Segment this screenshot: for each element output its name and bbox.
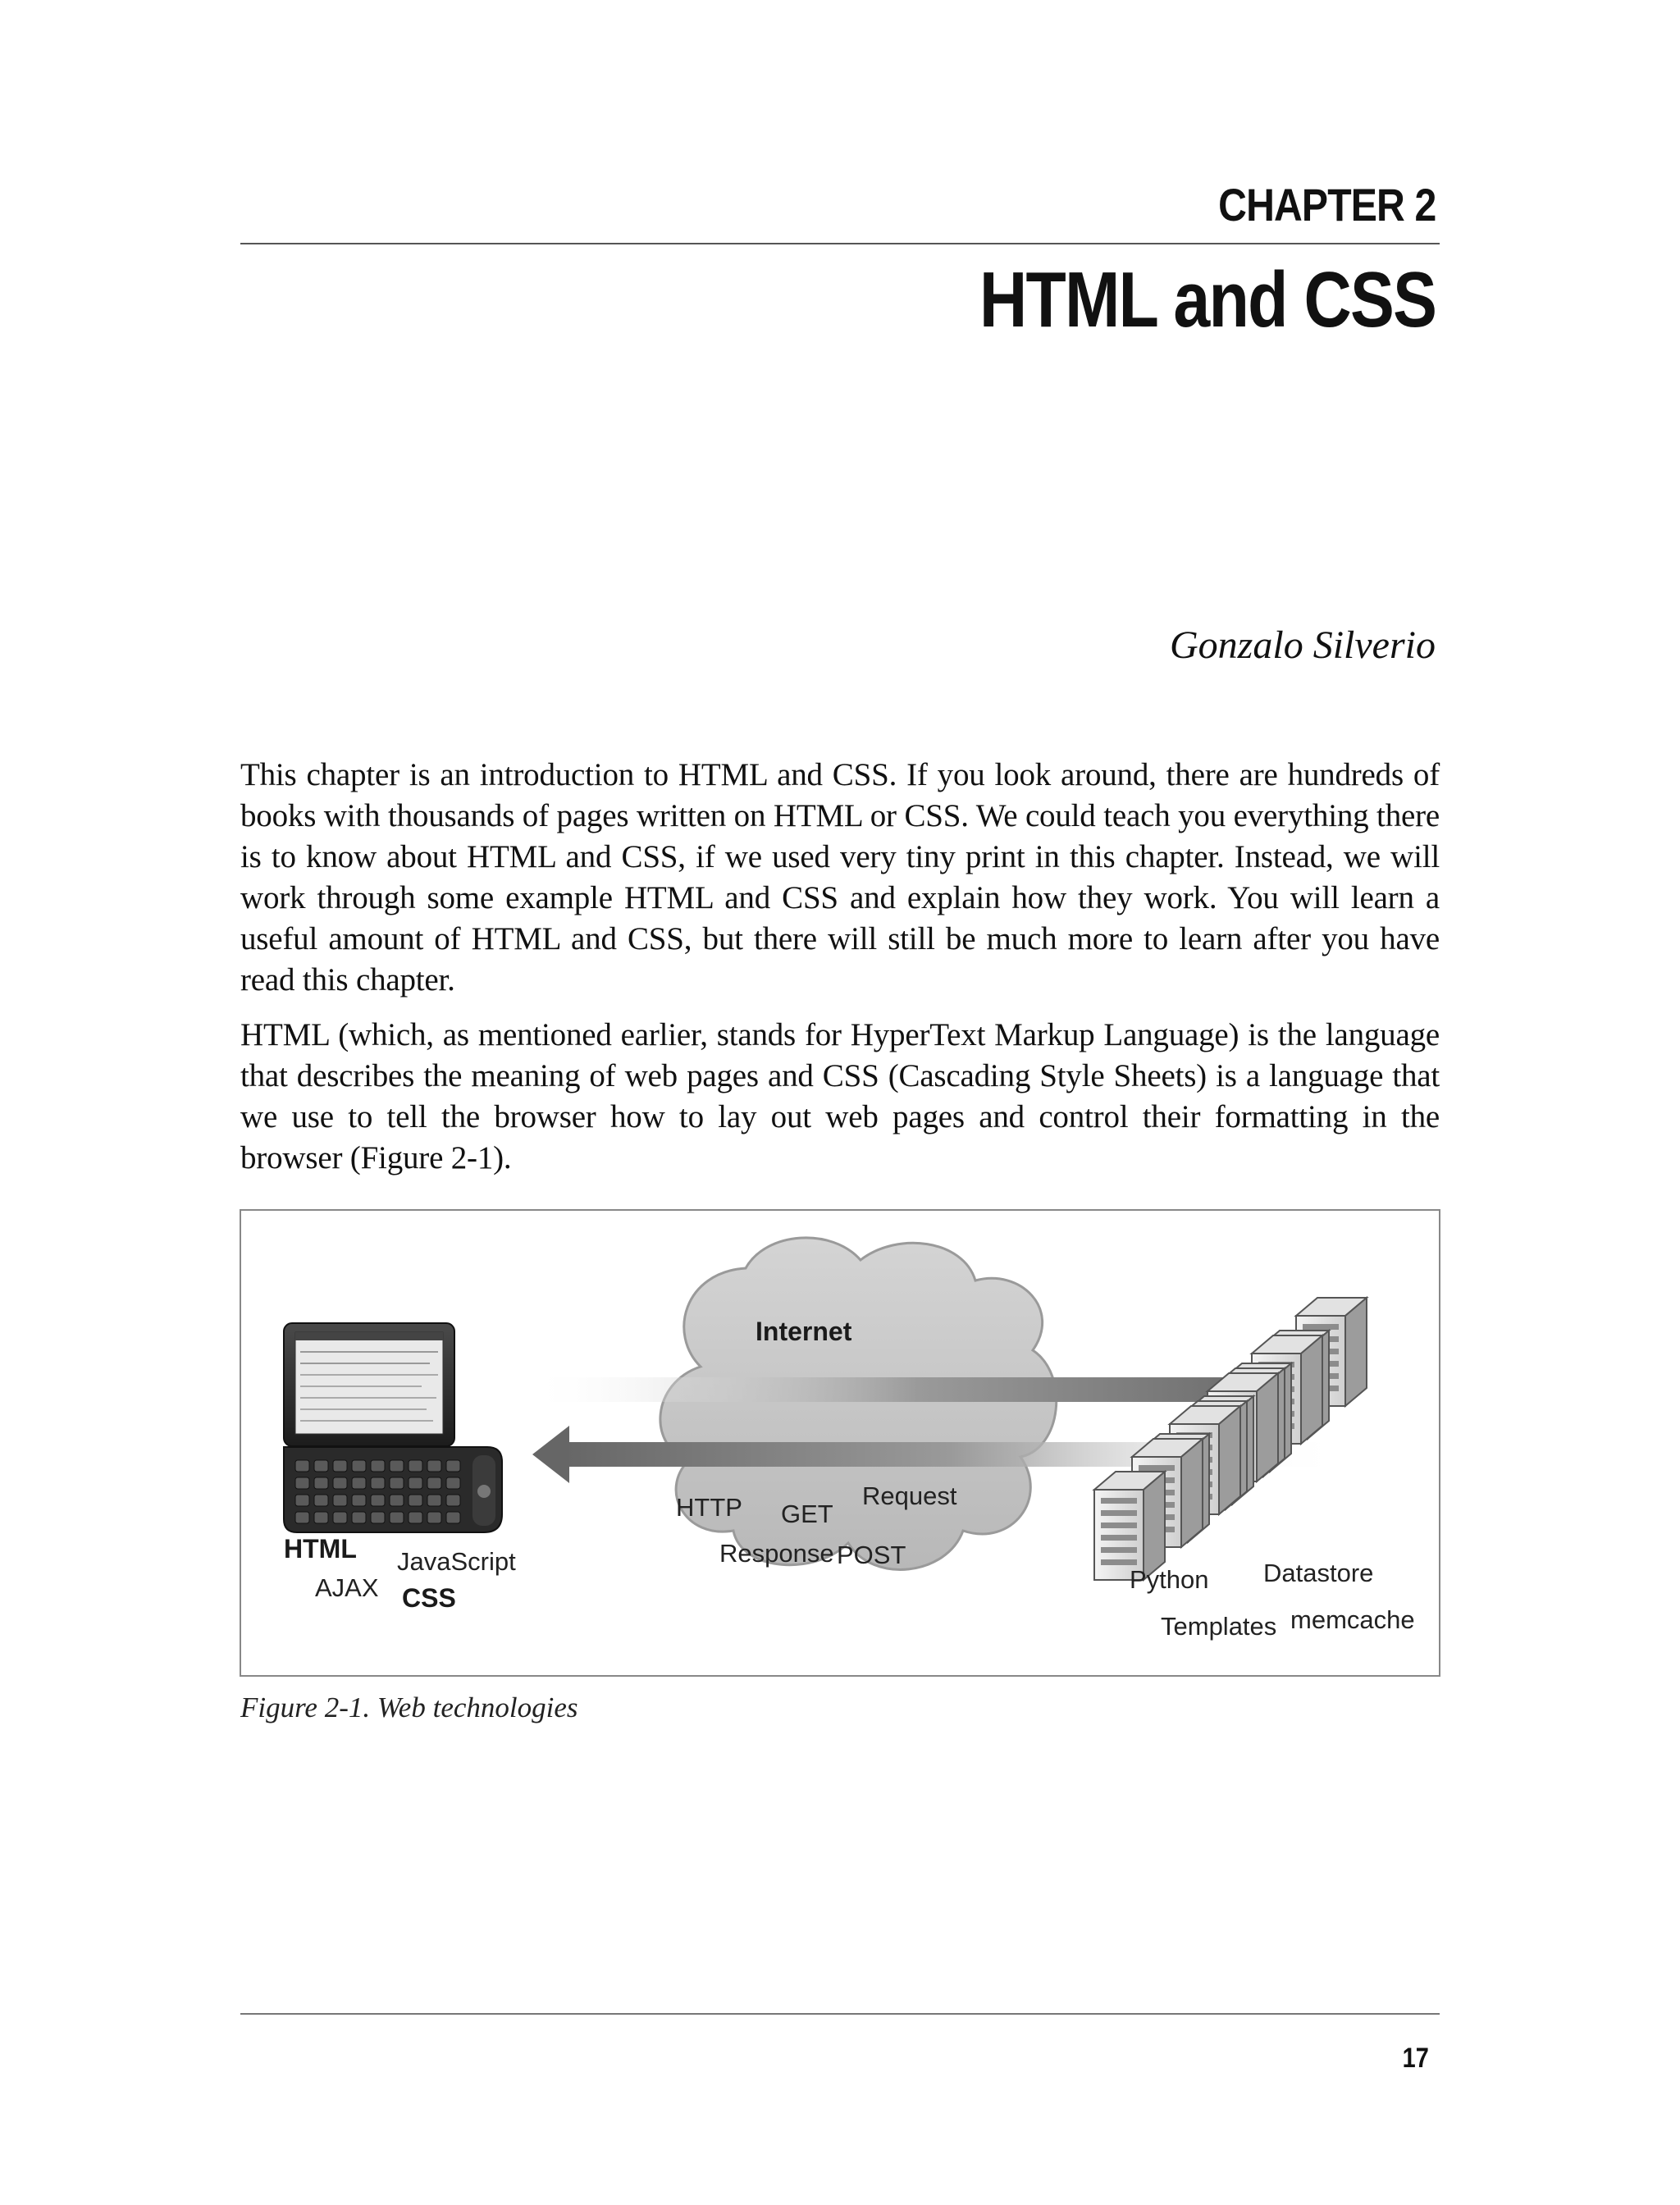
phone-key (409, 1460, 422, 1472)
http-label: HTTP (676, 1493, 742, 1522)
phone-key (390, 1460, 404, 1472)
phone-key (352, 1477, 366, 1489)
get-label: GET (781, 1500, 833, 1528)
paragraph-2-block (240, 1015, 1440, 1197)
request-label: Request (862, 1481, 957, 1510)
phone-key (352, 1495, 366, 1506)
figure-caption: Figure 2-1. Web technologies (240, 1691, 578, 1723)
css-label: CSS (402, 1583, 456, 1613)
datastore-label: Datastore (1263, 1559, 1374, 1587)
phone-key (352, 1512, 366, 1523)
javascript-label: JavaScript (397, 1547, 516, 1576)
phone-key (390, 1495, 404, 1506)
phone-key (371, 1460, 385, 1472)
phone-key (295, 1495, 309, 1506)
chapter-title: HTML and CSS (979, 256, 1436, 344)
chapter-label: CHAPTER 2 (1217, 179, 1436, 231)
phone-key (446, 1512, 460, 1523)
phone-key (352, 1460, 366, 1472)
paragraph-1: This chapter is an introduction to HTML and CSS. If you look around, there are hundreds of books with thousands of pages written on HTML or CSS. We could teach you everything there is to know about HTML and CSS, if we used very tiny print in this chapter. Instead, we will work through some example HTML and CSS and explain how they work. You will learn a useful amount of HTML and CSS, but there will still be much more to learn after you have read this chapter. (240, 757, 1440, 998)
response-label: Response (719, 1539, 834, 1568)
phone-key (314, 1477, 328, 1489)
phone-key (409, 1477, 422, 1489)
phone-key (314, 1512, 328, 1523)
templates-label: Templates (1161, 1612, 1277, 1641)
python-label: Python (1130, 1565, 1209, 1594)
figure-web-technologies (240, 1209, 1440, 1677)
phone-key (427, 1477, 441, 1489)
phone-key (371, 1495, 385, 1506)
phone-key (390, 1512, 404, 1523)
phone-key (333, 1512, 347, 1523)
phone-key (446, 1460, 460, 1472)
page-number: 17 (1402, 2043, 1429, 2074)
phone-key (427, 1512, 441, 1523)
phone-key (409, 1512, 422, 1523)
paragraph-1-block (240, 755, 1440, 1019)
phone-key (390, 1477, 404, 1489)
phone-key (314, 1495, 328, 1506)
server-cluster-icon (1094, 1298, 1367, 1580)
phone-key (333, 1460, 347, 1472)
phone-key (295, 1460, 309, 1472)
phone-key (446, 1495, 460, 1506)
html-label: HTML (284, 1534, 357, 1564)
phone-key (427, 1460, 441, 1472)
footer-rule (240, 2013, 1440, 2015)
phone-key (295, 1477, 309, 1489)
phone-key (333, 1477, 347, 1489)
web-technologies-diagram (241, 1211, 1439, 1675)
server-tower-icon (1094, 1472, 1165, 1580)
phone-key (333, 1495, 347, 1506)
phone-key (409, 1495, 422, 1506)
phone-key (371, 1477, 385, 1489)
ajax-label: AJAX (315, 1573, 379, 1602)
phone-key (295, 1512, 309, 1523)
chapter-rule (240, 243, 1440, 244)
phone-key (427, 1495, 441, 1506)
phone-key (371, 1512, 385, 1523)
chapter-author: Gonzalo Silverio (1170, 623, 1436, 667)
memcache-label: memcache (1290, 1605, 1415, 1634)
paragraph-2: HTML (which, as mentioned earlier, stands for HyperText Markup Language) is the language that describes the meaning of web pages and CSS (Cascading Style Sheets) is a language that we use to tell the browser how to lay out web pages and control their formatting in the browser (Figure 2-1). (240, 1017, 1440, 1176)
phone-key (446, 1477, 460, 1489)
post-label: POST (837, 1541, 906, 1569)
internet-label: Internet (756, 1317, 852, 1346)
phone-key (314, 1460, 328, 1472)
